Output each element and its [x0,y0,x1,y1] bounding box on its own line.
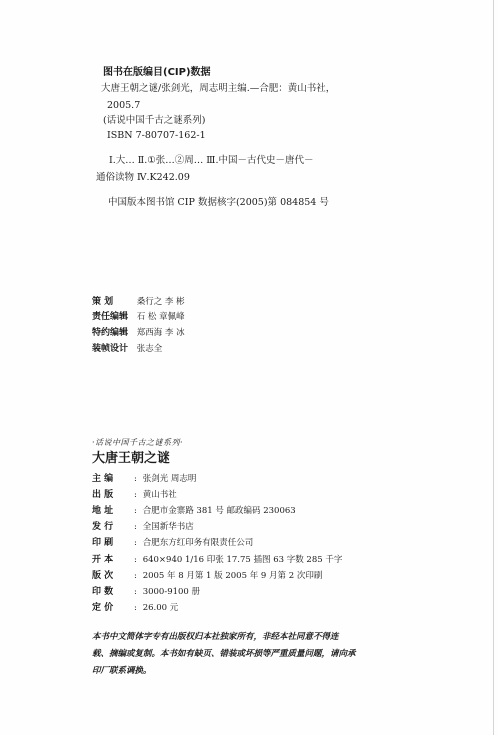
credit-value: 桑行之 李 彬 [136,297,185,307]
credit-row [92,344,162,355]
detail-label: 定 价 [92,603,114,613]
detail-label: 印 数 [92,587,114,597]
cip-line: 通俗读物 Ⅳ.K242.09 [96,172,190,183]
detail-value: 黄山书社 [142,490,177,500]
detail-row: 主 编 : 张剑光 周志明 [92,474,197,484]
credit-value: 张志全 [136,344,163,354]
detail-row: 版 次 : 2005 年 8 月第 1 版 2005 年 9 月第 2 次印刷 [92,571,323,581]
copyright-notice-line: 印厂联系调换。 [92,666,152,676]
copyright-notice-line: 载、摘编或复制。本书如有缺页、错装或坏损等严重质量问题，请向承 [92,649,356,659]
series-name: ·话说中国千古之谜系列· [92,438,184,447]
detail-row: 发 行 : 全国新华书店 [92,522,194,532]
credit-label: 特约编辑 [92,328,129,338]
page-edge [493,0,494,735]
detail-row: 印 刷 : 合肥东方红印务有限责任公司 [92,538,254,548]
credit-label: 责任编辑 [92,312,129,322]
detail-value: 全国新华书店 [142,522,194,532]
detail-row: 地 址 : 合肥市金寨路 381 号 邮政编码 230063 [92,506,296,516]
detail-label: 发 行 [92,522,114,532]
detail-label: 主 编 [92,474,114,484]
cip-line: (话说中国千古之谜系列) [103,115,206,126]
detail-value: 张剑光 周志明 [142,474,197,484]
credit-value: 石 松 章佩峰 [136,312,185,322]
detail-label: 开 本 [92,555,114,565]
credit-label: 装帧设计 [92,344,129,354]
detail-row: 出 版 : 黄山书社 [92,490,177,500]
detail-row: 开 本 : 640×940 1/16 印张 17.75 插图 63 字数 285 千字 [92,555,343,565]
cip-heading: 图书在版编目(CIP)数据 [103,67,211,78]
detail-value: 640×940 1/16 印张 17.75 插图 63 字数 285 千字 [142,555,343,565]
cip-line: ISBN 7-80707-162-1 [107,130,206,141]
cip-line: 2005.7 [107,100,141,111]
cip-line: Ⅰ.大… Ⅱ.①张…②周… Ⅲ.中国－古代史－唐代－ [109,155,314,166]
detail-value: 2005 年 8 月第 1 版 2005 年 9 月第 2 次印刷 [142,571,323,581]
copyright-notice-line: 本书中文简体字专有出版权归本社独家所有，非经本社同意不得连 [92,632,339,642]
detail-label: 出 版 [92,490,114,500]
credit-row [92,328,185,339]
detail-value: 合肥东方红印务有限责任公司 [142,538,254,548]
book-title: 大唐王朝之谜 [92,451,171,466]
detail-value: 合肥市金寨路 381 号 邮政编码 230063 [142,506,296,516]
cip-approval: 中国版本图书馆 CIP 数据核字(2005)第 084854 号 [108,197,329,208]
detail-value: 3000-9100 册 [142,587,201,597]
detail-label: 印 刷 [92,538,114,548]
credit-row [92,312,185,323]
detail-row: 定 价 : 26.00 元 [92,603,179,613]
detail-label: 地 址 [92,506,114,516]
detail-value: 26.00 元 [142,603,179,613]
detail-label: 版 次 [92,571,114,581]
credit-value: 郑西海 李 冰 [136,328,185,338]
detail-row: 印 数 : 3000-9100 册 [92,587,201,597]
credit-row [92,297,185,308]
credit-label: 策 划 [92,297,114,307]
cip-line: 大唐王朝之谜/张剑光，周志明主编.—合肥：黄山书社， [101,83,336,94]
